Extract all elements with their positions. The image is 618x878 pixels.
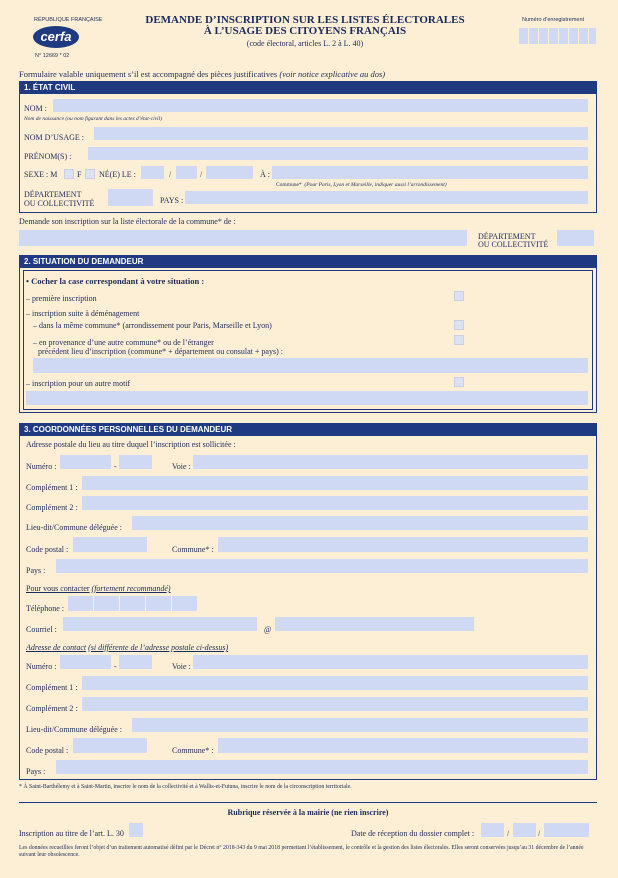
- telephone-label: Téléphone :: [26, 604, 64, 613]
- form-number: N° 12669 * 02: [35, 53, 70, 59]
- opt-move-label: – inscription suite à déménagement: [26, 309, 140, 318]
- other-reason-field[interactable]: [26, 391, 589, 405]
- form-title-line1: DEMANDE D’INSCRIPTION SUR LES LISTES ÉLECTORALES: [145, 14, 465, 26]
- sexe-m-checkbox[interactable]: [64, 169, 74, 179]
- contact-pays-label: Pays :: [26, 767, 46, 776]
- nom-field[interactable]: [53, 99, 589, 112]
- request-dept-label-2: OU COLLECTIVITÉ: [478, 240, 549, 249]
- reception-day-field[interactable]: [481, 823, 505, 837]
- voie-field[interactable]: [193, 455, 589, 469]
- form-title-line2: À L’USAGE DES CITOYENS FRANÇAIS: [203, 25, 407, 37]
- section2-title: 2. SITUATION DU DEMANDEUR: [20, 256, 596, 268]
- lieu-dit-label: Lieu-dit/Commune déléguée :: [26, 523, 122, 532]
- birth-department-field[interactable]: [108, 189, 154, 206]
- nom-label: NOM :: [24, 104, 47, 113]
- contact-commune-field[interactable]: [218, 738, 589, 753]
- code-postal-field[interactable]: [73, 537, 148, 552]
- birth-month-field[interactable]: [176, 166, 198, 179]
- inscription-l30-label: Inscription au titre de l’art. L. 30: [19, 829, 124, 838]
- contact-complement2-label: Complément 2 :: [26, 704, 78, 713]
- birth-slash2: /: [200, 170, 203, 179]
- ne-le-label: NÉ(E) LE :: [99, 170, 136, 179]
- contact-complement2-field[interactable]: [82, 697, 589, 711]
- contact-code-postal-field[interactable]: [73, 738, 148, 753]
- birth-year-field[interactable]: [206, 166, 254, 179]
- birth-place-label: À :: [260, 170, 270, 179]
- reception-slash1: /: [507, 829, 510, 838]
- contact-numero-label: Numéro :: [26, 662, 57, 671]
- opt-other-reason-label: – inscription pour un autre motif: [26, 379, 131, 388]
- numero-suffix-field[interactable]: [119, 455, 153, 469]
- opt-same-commune-label: – dans la même commune* (arrondissement pour Paris, Marseille et Lyon): [33, 321, 272, 330]
- sexe-label: SEXE : M: [24, 170, 58, 179]
- opt-other-commune-checkbox[interactable]: [454, 335, 464, 345]
- opt-other-reason-checkbox[interactable]: [454, 377, 464, 387]
- reception-month-field[interactable]: [513, 823, 537, 837]
- lieu-dit-field[interactable]: [132, 516, 589, 530]
- request-dept-label-1: DÉPARTEMENT: [478, 232, 536, 241]
- form-subtitle: (code électoral, articles L. 2 à L. 40): [246, 39, 364, 48]
- request-commune-field[interactable]: [19, 230, 468, 246]
- birth-place-field[interactable]: [272, 166, 589, 179]
- prenoms-field[interactable]: [88, 147, 589, 160]
- request-department-field[interactable]: [557, 230, 595, 246]
- mairie-title: Rubrique réservée à la mairie (ne rien inscrire): [227, 808, 389, 817]
- complement1-label: Complément 1 :: [26, 483, 78, 492]
- contact-heading: Pour vous contacter (fortement recommandé): [26, 584, 171, 593]
- dept-label-2: OU COLLECTIVITÉ: [24, 199, 95, 208]
- opt-other-commune-label: – en provenance d’une autre commune* ou de l’étranger: [33, 338, 214, 347]
- numero-label: Numéro :: [26, 462, 57, 471]
- request-text: Demande son inscription sur la liste électorale de la commune* de :: [19, 217, 236, 226]
- birth-country-label: PAYS :: [160, 196, 184, 205]
- republic-label: RÉPUBLIQUE FRANÇAISE: [34, 17, 103, 23]
- commune-field[interactable]: [218, 537, 589, 552]
- legal-notice: Les données recueillies feront l’objet d’un traitement automatisé défini par le Décret n° 2018-343 du 9 mai 2018 permettant l’établissement, le contrôle et la gestion des listes électorales. Elles seront conservées jusqu’au 31 décembre de l’année suivant leur obsolescence.: [19, 845, 584, 858]
- section3-title: 3. COORDONNÉES PERSONNELLES DU DEMANDEUR: [20, 424, 596, 436]
- registration-label: Numéro d’enregistrement: [522, 17, 585, 23]
- contact-numero-field[interactable]: [60, 655, 112, 669]
- birth-day-field[interactable]: [141, 166, 165, 179]
- inscription-l30-field[interactable]: [129, 823, 144, 837]
- contact-lieu-dit-label: Lieu-dit/Commune déléguée :: [26, 725, 122, 734]
- telephone-field[interactable]: [68, 596, 198, 611]
- contact-complement1-field[interactable]: [82, 676, 589, 690]
- complement2-field[interactable]: [82, 496, 589, 510]
- contact-numero-dash: -: [114, 662, 117, 671]
- voie-label: Voie :: [172, 462, 191, 471]
- previous-place-label: précédent lieu d’inscription (commune* + département ou consulat + pays) :: [38, 347, 283, 356]
- complement2-label: Complément 2 :: [26, 503, 78, 512]
- reception-year-field[interactable]: [544, 823, 590, 837]
- reception-slash2: /: [538, 829, 541, 838]
- commune-hint: Commune* (Pour Paris, Lyon et Marseille, indiquer aussi l’arrondissement): [276, 182, 447, 188]
- at-sign: @: [264, 625, 272, 634]
- courriel-domain-field[interactable]: [275, 617, 475, 631]
- mairie-divider: [19, 802, 597, 803]
- opt-first-label: – première inscription: [26, 294, 97, 303]
- registration-number-field[interactable]: [519, 28, 597, 44]
- contact-complement1-label: Complément 1 :: [26, 683, 78, 692]
- numero-field[interactable]: [60, 455, 112, 469]
- nom-hint: Nom de naissance (ou nom figurant dans les actes d’état-civil): [24, 116, 162, 122]
- contact-lieu-dit-field[interactable]: [132, 718, 589, 732]
- numero-dash: -: [114, 462, 117, 471]
- commune-label: Commune* :: [172, 545, 214, 554]
- dept-label-1: DÉPARTEMENT: [24, 190, 82, 199]
- prenoms-label: PRÉNOM(S) :: [24, 152, 72, 161]
- contact-pays-field[interactable]: [56, 760, 589, 774]
- pays-field[interactable]: [56, 559, 589, 573]
- nom-usage-field[interactable]: [94, 127, 589, 140]
- footnote: * À Saint-Barthélemy et à Saint-Martin, inscrire le nom de la collectivité et à Wallis-et-Futuna, inscrire le nom de la circonscription territoriale.: [19, 784, 352, 790]
- nom-usage-label: NOM D’USAGE :: [24, 133, 84, 142]
- pays-label: Pays :: [26, 566, 46, 575]
- address-intro: Adresse postale du lieu au titre duquel l’inscription est sollicitée :: [26, 440, 236, 449]
- birth-slash1: /: [169, 170, 172, 179]
- cerfa-logo: cerfa: [33, 26, 79, 48]
- code-postal-label: Code postal :: [26, 545, 69, 554]
- birth-country-field[interactable]: [185, 191, 589, 204]
- previous-place-field[interactable]: [33, 358, 589, 373]
- contact-numero-suffix-field[interactable]: [119, 655, 153, 669]
- situation-instruction: • Cocher la case correspondant à votre situation :: [26, 276, 205, 286]
- sexe-f-label: F: [77, 170, 82, 179]
- contact-commune-label: Commune* :: [172, 746, 214, 755]
- complement1-field[interactable]: [82, 476, 589, 490]
- courriel-user-field[interactable]: [63, 617, 258, 631]
- courriel-label: Courriel :: [26, 625, 57, 634]
- contact-code-postal-label: Code postal :: [26, 746, 69, 755]
- reception-date-label: Date de réception du dossier complet :: [351, 829, 475, 838]
- section1-title: 1. ÉTAT CIVIL: [20, 82, 596, 94]
- opt-same-commune-checkbox[interactable]: [454, 320, 464, 330]
- opt-first-checkbox[interactable]: [454, 291, 464, 301]
- sexe-f-checkbox[interactable]: [85, 169, 95, 179]
- contact-address-heading: Adresse de contact (si différente de l’adresse postale ci-dessus): [26, 643, 229, 652]
- contact-voie-label: Voie :: [172, 662, 191, 671]
- intro-text: Formulaire valable uniquement s’il est accompagné des pièces justificatives (voir notice explicative au dos): [19, 69, 386, 79]
- contact-voie-field[interactable]: [193, 655, 589, 669]
